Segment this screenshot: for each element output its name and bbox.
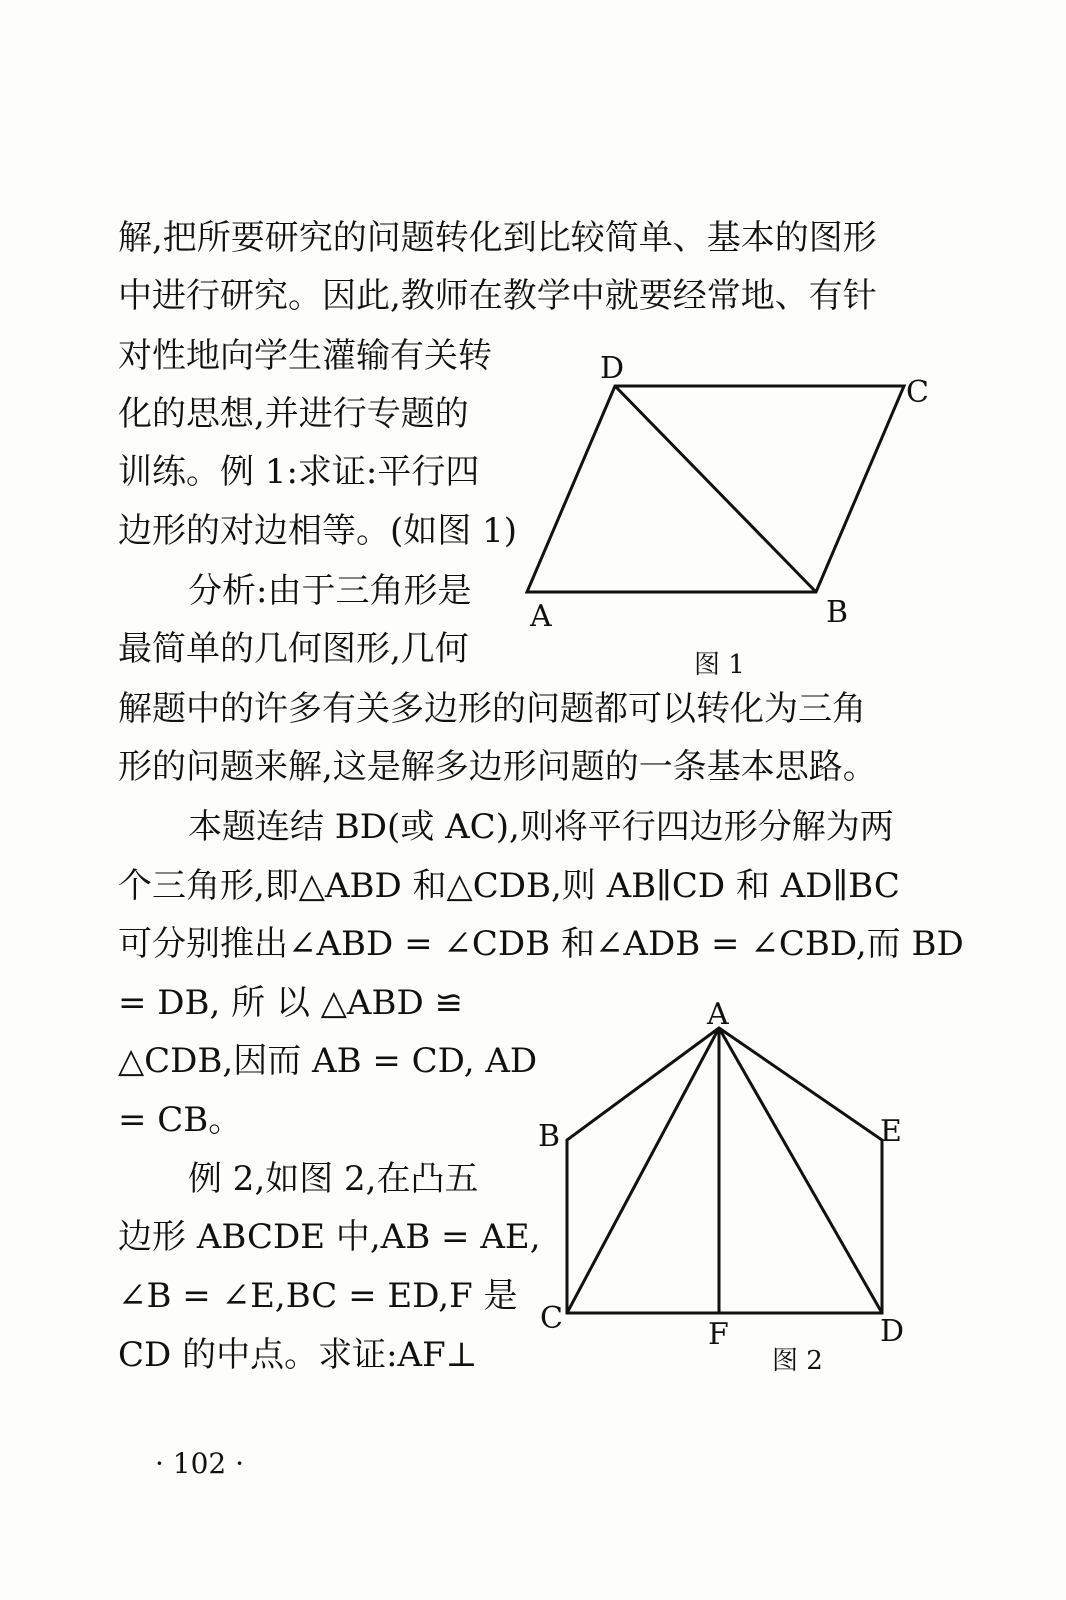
page-number: · 102 · — [155, 1447, 245, 1480]
segment-ad — [719, 1028, 882, 1313]
text-line-1-content: 解,把所要研究的问题转化到比较简单、基本的图形 — [118, 218, 877, 258]
text-line-11: 本题连结 BD(或 AC),则将平行四边形分解为两 — [188, 807, 894, 847]
text-line-20: CD 的中点。求证:AF⊥ — [118, 1335, 478, 1375]
text-line-19: ∠B = ∠E,BC = ED,F 是 — [118, 1276, 518, 1316]
fig2-label-e: E — [880, 1114, 902, 1149]
segment-ac — [567, 1028, 719, 1313]
text-line-2-content: 中进行研究。因此,教师在教学中就要经常地、有针 — [118, 276, 877, 316]
fig2-label-c: C — [540, 1301, 563, 1336]
fig1-label-c: C — [906, 375, 929, 410]
text-line-9: 解题中的许多有关多边形的问题都可以转化为三角 — [118, 689, 866, 729]
fig1-label-a: A — [530, 599, 552, 634]
text-line-10: 形的问题来解,这是解多边形问题的一条基本思路。 — [118, 747, 877, 787]
text-line-5: 训练。例 1:求证:平行四 — [118, 452, 480, 492]
pentagon-shape — [567, 1028, 882, 1313]
fig1-label-d: D — [600, 351, 625, 386]
text-line-14: = DB, 所 以 △ABD ≌ — [118, 983, 464, 1023]
text-line-18: 边形 ABCDE 中,AB = AE, — [118, 1217, 541, 1257]
text-line-4: 化的思想,并进行专题的 — [118, 394, 469, 434]
fig2-label-d: D — [880, 1314, 905, 1349]
fig2-label-f: F — [708, 1317, 729, 1352]
text-line-17: 例 2,如图 2,在凸五 — [188, 1159, 479, 1199]
fig1-label-b: B — [826, 595, 849, 630]
text-line-15: △CDB,因而 AB = CD, AD — [118, 1041, 538, 1081]
text-line-16: = CB。 — [118, 1100, 243, 1140]
text-line-3: 对性地向学生灌输有关转 — [118, 336, 492, 376]
fig2-label-a: A — [707, 997, 729, 1032]
text-line-13: 可分别推出∠ABD = ∠CDB 和∠ADB = ∠CBD,而 BD — [118, 924, 964, 964]
text-line-7: 分析:由于三角形是 — [188, 571, 472, 611]
text-line-6: 边形的对边相等。(如图 1) — [118, 511, 517, 551]
text-line-8: 最简单的几何图形,几何 — [118, 629, 469, 669]
figure-1-caption: 图 1 — [694, 650, 745, 680]
fig2-label-b: B — [538, 1119, 561, 1154]
text-line-12: 个三角形,即△ABD 和△CDB,则 AB∥CD 和 AD∥BC — [118, 866, 900, 906]
figure-2-caption: 图 2 — [772, 1346, 823, 1376]
